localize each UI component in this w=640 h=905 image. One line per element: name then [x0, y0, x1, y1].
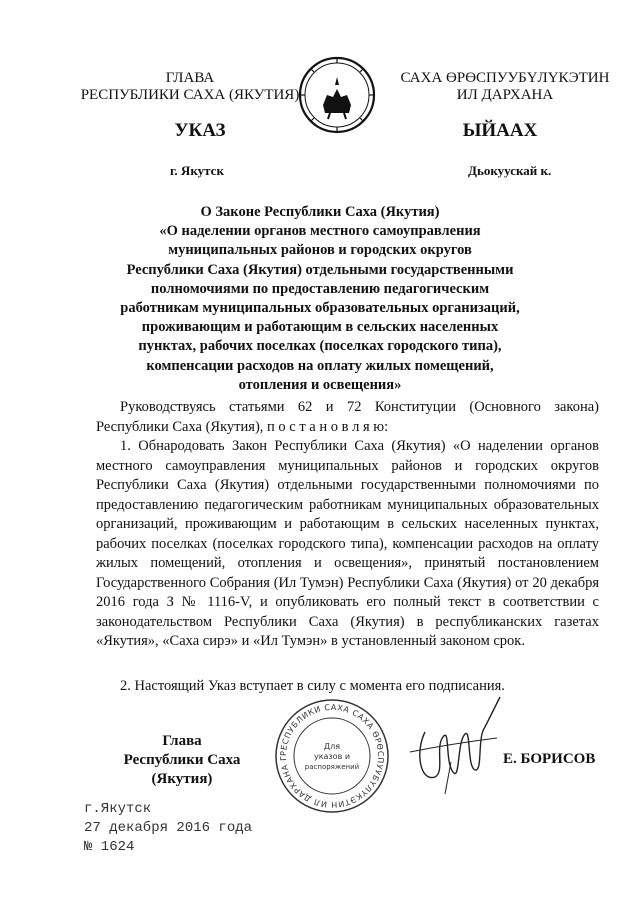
issuer-left-line2: РЕСПУБЛИКИ САХА (ЯКУТИЯ) [80, 87, 300, 103]
seal-inner-line1: Для [323, 742, 341, 751]
issuer-right [385, 70, 625, 104]
signatory-position-line1: Глава [162, 733, 202, 749]
issuer-right-line2: ИЛ ДАРХАНА [456, 87, 554, 103]
signatory-name: Е. БОРИСОВ [503, 751, 596, 767]
title-line: О Законе Республики Саха (Якутия) [200, 204, 440, 220]
footer-city: г.Якутск [84, 801, 152, 817]
title-line: муниципальных районов и городских округов [168, 242, 472, 259]
signatory-position [92, 732, 272, 789]
city-right: Дьокуускай к. [468, 163, 552, 178]
doc-type-right: ЫЙААХ [462, 120, 538, 141]
item-2-paragraph: 2. Настоящий Указ вступает в силу с момента его подписания. [120, 678, 505, 694]
title-line: работникам муниципальных образовательных организаций, [120, 300, 520, 317]
issuer-right-line1: САХА ӨРӨСПУУБҮЛҮКЭТИН [400, 70, 610, 86]
signatory-position-line2: Республики Саха (Якутия) [123, 752, 241, 787]
title-line: пунктах, рабочих поселках (поселках городского типа), [138, 338, 502, 355]
title-line: проживающим и работающим в сельских населенных [141, 319, 499, 336]
official-seal [273, 697, 391, 815]
title-line: отопления и освещения» [238, 376, 402, 393]
doc-type-left: УКАЗ [174, 120, 226, 141]
footer-date: 27 декабря 2016 года [84, 820, 253, 836]
issuer-left-line1: ГЛАВА [165, 70, 215, 86]
seal-inner-line2: указов и [313, 752, 351, 761]
title-line: «О наделении органов местного самоуправления [159, 223, 481, 240]
item-1-paragraph: 1. Обнародовать Закон Республики Саха (Якутия) «О наделении органов местного самоуправления муниципальных районов и городских округов Республики Саха (Якутия) отдельными государственными полномочиями по предоставлению педагогическим работникам муниципальных образовательных организаций, проживающим и работающим в сельских населенных пунктах, рабочих поселках (поселках городского типа), компенсации расходов на оплату жилых помещений, отопления и освещения», принятый постановлением Государственного Собрания (Ил Тумэн) Республики Саха (Якутия) от 20 декабря 2016 года З № 1116-V, и опубликовать его полный текст в соответствии с законодательством Республики Саха (Якутия) в республиканских газетах «Якутия», «Саха сирэ» и «Ил Тумэн» в установленный законом срок. [96, 438, 599, 649]
issuer-left [70, 70, 310, 104]
title-line: Республики Саха (Якутия) отдельными государственными [126, 261, 514, 278]
preamble-paragraph: Руководствуясь статьями 62 и 72 Конституции (Основного закона) Республики Саха (Якутия), п о с т а н о в л я ю: [96, 399, 599, 435]
decree-title [60, 203, 580, 395]
coat-of-arms-emblem [297, 55, 377, 135]
title-line: полномочиями по предоставлению педагогическим [150, 280, 490, 297]
city-left: г. Якутск [170, 163, 224, 178]
seal-inner-line3: распоряжений [304, 763, 360, 771]
title-line: компенсации расходов на оплату жилых помещений, [146, 357, 494, 374]
handwritten-signature [405, 692, 505, 797]
seal-ring-text: РЕСПУБЛИКИ САХА САХА ӨРӨСПУУБҮЛҮКЭТИН ИЛ ДАРХАНА Г [278, 702, 386, 810]
footer-number: № 1624 [84, 839, 135, 855]
